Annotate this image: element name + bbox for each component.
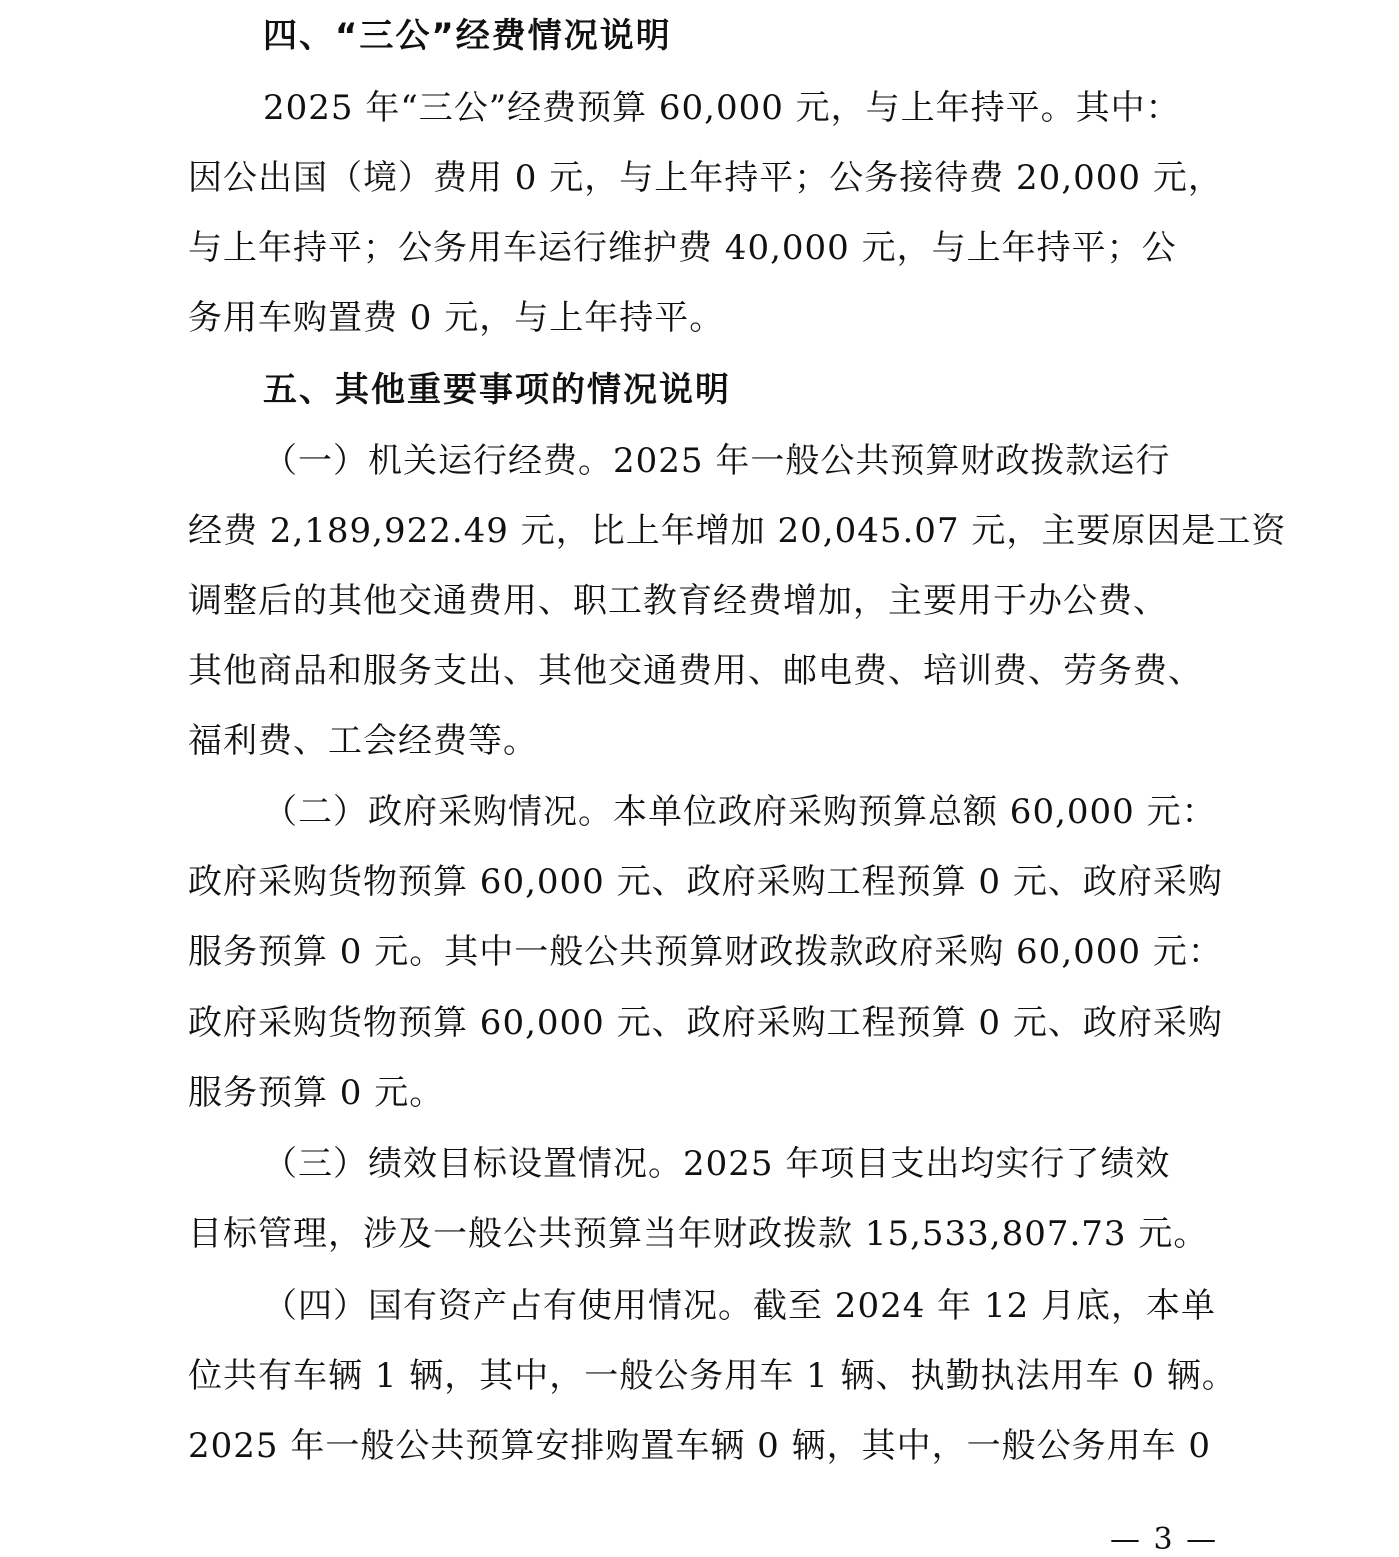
paragraph-line: 2025 年一般公共预算安排购置车辆 0 辆，其中，一般公务用车 0: [188, 1426, 1212, 1466]
paragraph-line: 政府采购货物预算 60,000 元、政府采购工程预算 0 元、政府采购: [188, 1003, 1223, 1043]
paragraph-line: 与上年持平；公务用车运行维护费 40,000 元，与上年持平；公: [188, 228, 1177, 268]
paragraph-line: 福利费、工会经费等。: [188, 721, 538, 761]
paragraph-line: （三）绩效目标设置情况。2025 年项目支出均实行了绩效: [263, 1144, 1171, 1184]
paragraph-line: 位共有车辆 1 辆，其中，一般公务用车 1 辆、执勤执法用车 0 辆。: [188, 1356, 1237, 1396]
paragraph-line: 2025 年“三公”经费预算 60,000 元，与上年持平。其中：: [263, 88, 1181, 128]
section-heading-sanggong: 四、“三公”经费情况说明: [263, 16, 672, 56]
paragraph-line: 其他商品和服务支出、其他交通费用、邮电费、培训费、劳务费、: [188, 651, 1203, 691]
paragraph-line: 服务预算 0 元。: [188, 1073, 445, 1113]
page-number: — 3 —: [1110, 1522, 1219, 1557]
paragraph-line: 调整后的其他交通费用、职工教育经费增加，主要用于办公费、: [188, 581, 1168, 621]
paragraph-line: 服务预算 0 元。其中一般公共预算财政拨款政府采购 60,000 元：: [188, 932, 1223, 972]
paragraph-line: 务用车购置费 0 元，与上年持平。: [188, 298, 725, 338]
paragraph-line: （一）机关运行经费。2025 年一般公共预算财政拨款运行: [263, 441, 1171, 481]
paragraph-line: （二）政府采购情况。本单位政府采购预算总额 60,000 元：: [263, 792, 1217, 832]
paragraph-line: 因公出国（境）费用 0 元，与上年持平；公务接待费 20,000 元，: [188, 158, 1223, 198]
paragraph-line: 经费 2,189,922.49 元，比上年增加 20,045.07 元，主要原因是工资: [188, 511, 1287, 551]
paragraph-line: 政府采购货物预算 60,000 元、政府采购工程预算 0 元、政府采购: [188, 862, 1223, 902]
paragraph-line: （四）国有资产占有使用情况。截至 2024 年 12 月底，本单: [263, 1286, 1217, 1326]
paragraph-line: 目标管理，涉及一般公共预算当年财政拨款 15,533,807.73 元。: [188, 1214, 1209, 1254]
section-heading-other-matters: 五、其他重要事项的情况说明: [263, 370, 731, 410]
